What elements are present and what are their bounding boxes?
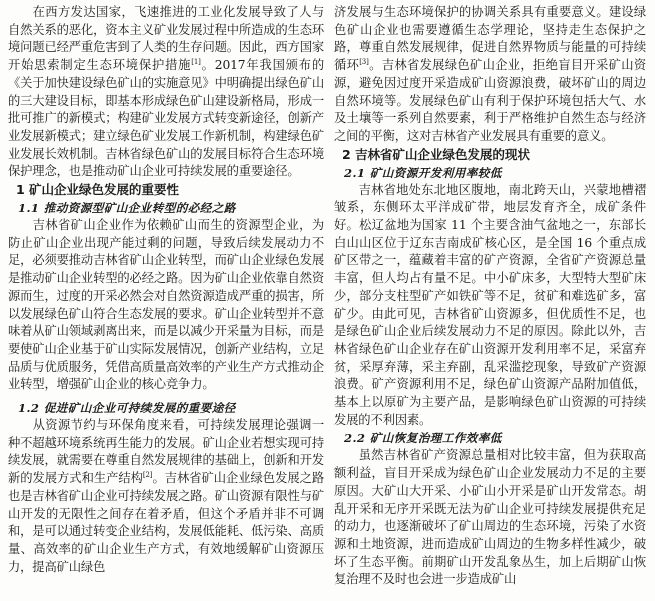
subsection-2-2-heading: 2.2 矿山恢复治理工作效率低 xyxy=(344,431,502,446)
citation-ref-2: [2] xyxy=(142,471,153,480)
subsection-1-1-heading: 1.1 推动资源型矿山企业转型的必经之路 xyxy=(18,201,236,216)
section-1-heading: 1 矿山企业绿色发展的重要性 xyxy=(16,182,179,198)
continued-paragraph xyxy=(334,4,646,146)
right-column xyxy=(334,4,646,601)
citation-ref-3: [3] xyxy=(359,58,369,67)
subsection-2-2-paragraph: 虽然吉林省矿产资源总量相对比较丰富，但为获取高额利益，盲目开采成为绿色矿山企业发展动力不足的主要原因。大矿山大开采、小矿山小开采是矿山开发常态。胡乱开采和无序开采既无法为矿山企业可持续发展提供充足的动力，也逐渐破坏了矿山周边的生态环境，污染了水资源和土地资源，进而造成矿山周边的生物多样性减少，破坏了生态平衡。前期矿山开发乱象丛生，加上后期矿山恢复治理不及时也会进一步造成矿山 xyxy=(334,448,646,587)
subsection-2-1-paragraph: 吉林省地处东北地区腹地，南北跨天山，兴蒙地槽褶皱系，东侧环太平洋成矿带，地层发育齐全，成矿条件好。松辽盆地为国家 11 个主要含油气盆地之一，东部长白山山区位于辽东吉南成矿核心区，是全国 16 个重点成矿区带之一，蕴藏着丰富的矿产资源，全省矿产资源总量丰富，但人均占有量不足。中小矿床多，大型特大型矿床少，部分支柱型矿产如铁矿等不足，贫矿和难选矿多，富矿少。由此可见，吉林省矿山资源多，但优质性不足，也是绿色矿山企业后续发展动力不足的原因。除此以外，吉林省绿色矿山企业存在矿山资源开发利用率不足，采富弃贫，采厚弃薄，采主弃副，乱采滥挖现象，导致矿产资源浪费。矿产资源利用不足，绿色矿山资源产品附加值低，基本上以原矿为主要产品，是影响绿色矿山资源的可持续发展的不利因素。 xyxy=(334,182,646,427)
subsection-1-2-text-part2: 。吉林省矿山企业绿色发展之路也是吉林省矿山企业可持续发展之路。矿山资源有限性与矿山开发的无限性之间存在着矛盾，但这个矛盾并非不可调和，是可以通过转变企业结构，发展低能耗、低污染、高质量、高效率的矿山企业生产方式，有效地缓解矿山资源压力，提高矿山绿色 xyxy=(8,471,324,574)
continued-text-part2: 。吉林省发展绿色矿山企业，拒绝盲目开采矿山资源，避免因过度开采造成矿山资源浪费，破坏矿山的周边自然环境等。发展绿色矿山有利于保护环境包括大气、水及土壤等一系列自然要素，利于严格维护自然生态与经济之间的平衡，这对吉林省产业发展具有重要的意义。 xyxy=(334,58,646,143)
subsection-1-2-paragraph xyxy=(8,417,324,576)
subsection-1-1-paragraph: 吉林省矿山企业作为依赖矿山而生的资源型企业，为防止矿山企业出现产能过剩的问题，导致后续发展动力不足，必须要推动吉林省矿山企业转型，而矿山企业绿色发展是推动矿山企业转型的必经之路。因为矿山企业依靠自然资源而生，过度的开采必然会对自然资源造成严重的损害，所以发展绿色矿山符合生态发展的要求。矿山企业转型并不意味着从矿山领域剥离出来，而是以减少开采量为目标，而是要使矿山企业基于矿山实际发展情况，创新产业结构，立足品质与优质服务，凭借高质量高效率的产业生产方式推动企业转型，增强矿山企业的核心竞争力。 xyxy=(8,218,324,392)
continued-text-part1: 济发展与生态环境保护的协调关系具有重要意义。建设绿色矿山企业也需要遵循生态学理论，坚持走生态保护之路，尊重自然发展规律，促进自然界物质与能量的可持续循环 xyxy=(334,5,646,73)
subsection-1-2-heading: 1.2 促进矿山企业可持续发展的重要途径 xyxy=(18,401,236,416)
intro-text-part2: 。2017年我国颁布的《关于加快建设绿色矿山的实施意见》中明确提出绿色矿山的三大建设目标，即基本形成绿色矿山建设新格局，形成一批可推广的新模式；构建矿业发展方式转变新途径，创新产业发展新模式；建立绿色矿业发展工作新机制，构建绿色矿业发展长效机制。吉林省绿色矿山的发展目标符合生态环境保护理念，也是推动矿山企业可持续发展的重要途径。 xyxy=(8,58,324,179)
citation-ref-1: [1] xyxy=(191,58,201,67)
subsection-2-1-heading: 2.1 矿山资源开发利用率较低 xyxy=(344,165,502,180)
section-2-heading: 2 吉林省矿山企业绿色发展的现状 xyxy=(342,146,530,162)
subsection-1-2-text-part1: 从资源节约与环保角度来看，可持续发展理论强调一种不超越环境系统再生能力的发展。矿山企业若想实现可持续发展，就需要在尊重自然发展规律的基础上，创新和开发新的发展方式和生产结构 xyxy=(8,418,324,486)
intro-text-part1: 在西方发达国家，飞速推进的工业化发展导致了人与自然关系的恶化，资本主义矿业发展过程中所造成的生态环境问题已经严重危害到了人类的生存问题。因此，西方国家开始思索制定生态环境保护措施 xyxy=(8,5,324,73)
left-column xyxy=(8,4,324,601)
intro-paragraph xyxy=(8,4,324,181)
